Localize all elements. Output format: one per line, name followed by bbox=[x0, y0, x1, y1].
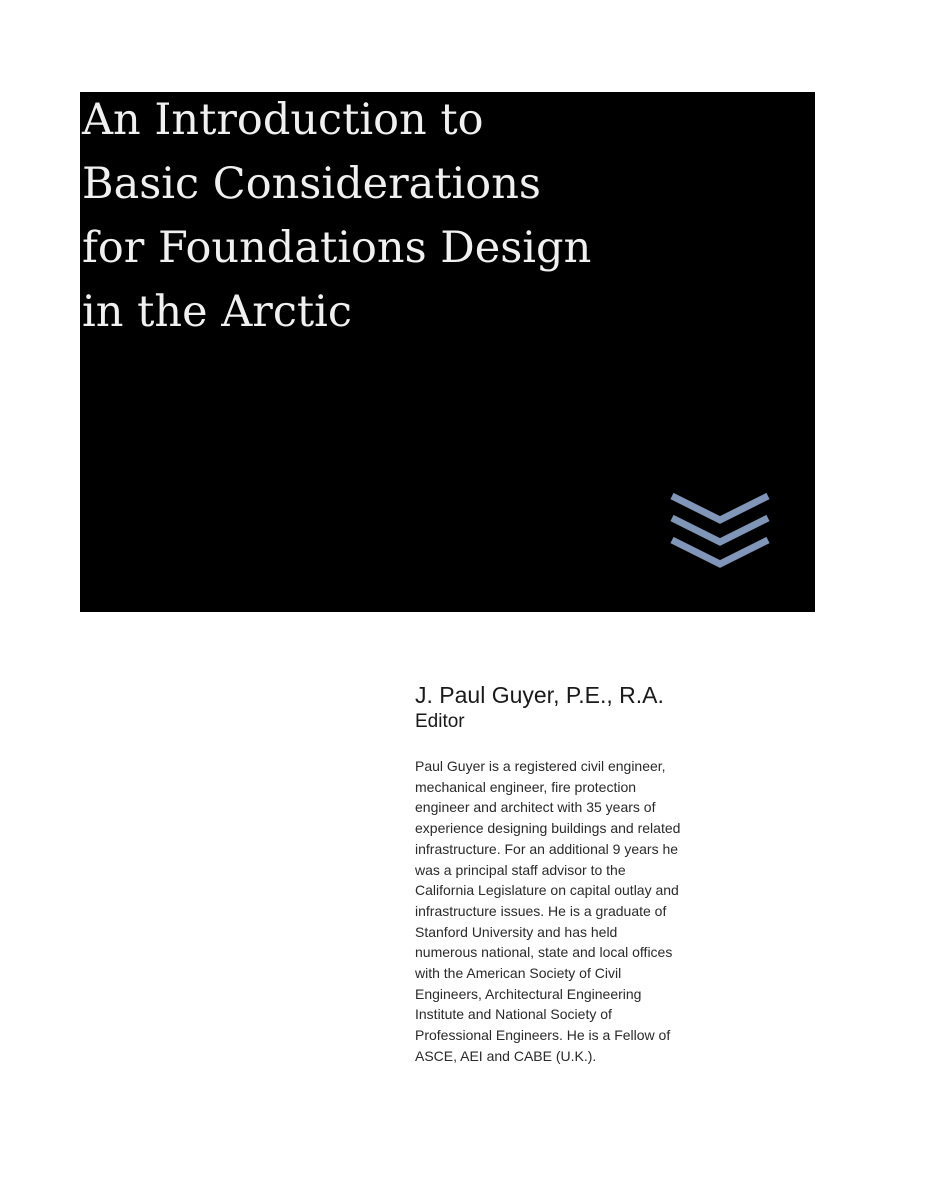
bio-line: with the American Society of Civil bbox=[415, 965, 622, 982]
bio-line: experience designing buildings and related bbox=[415, 820, 681, 837]
author-block bbox=[415, 680, 795, 734]
chevron-down-icon bbox=[672, 496, 768, 520]
bio-line: was a principal staff advisor to the bbox=[415, 861, 626, 878]
bio-line: engineer and architect with 35 years of bbox=[415, 799, 656, 816]
book-title bbox=[82, 88, 702, 344]
author-role: Editor bbox=[415, 711, 465, 732]
title-line: An Introduction to bbox=[82, 95, 484, 145]
bio-line: Stanford University and has held bbox=[415, 923, 618, 940]
bio-line: ASCE, AEI and CABE (U.K.). bbox=[415, 1047, 597, 1064]
title-line: Basic Considerations bbox=[82, 159, 541, 209]
author-bio bbox=[415, 756, 775, 1067]
title-line: for Foundations Design bbox=[82, 223, 592, 273]
title-line: in the Arctic bbox=[82, 287, 353, 337]
triple-chevron-down-icon bbox=[670, 492, 770, 572]
bio-line: infrastructure. For an additional 9 years he bbox=[415, 840, 679, 857]
bio-line: Paul Guyer is a registered civil engineer, bbox=[415, 758, 666, 774]
bio-line: infrastructure issues. He is a graduate of bbox=[415, 902, 667, 919]
bio-line: Institute and National Society of bbox=[415, 1006, 612, 1023]
author-name: J. Paul Guyer, P.E., R.A. bbox=[415, 682, 664, 708]
bio-line: Professional Engineers. He is a Fellow of bbox=[415, 1027, 671, 1044]
bio-line: Engineers, Architectural Engineering bbox=[415, 985, 642, 1002]
bio-line: California Legislature on capital outlay and bbox=[415, 882, 679, 899]
bio-line: numerous national, state and local offices bbox=[415, 944, 673, 961]
bio-line: mechanical engineer, fire protection bbox=[415, 778, 637, 795]
